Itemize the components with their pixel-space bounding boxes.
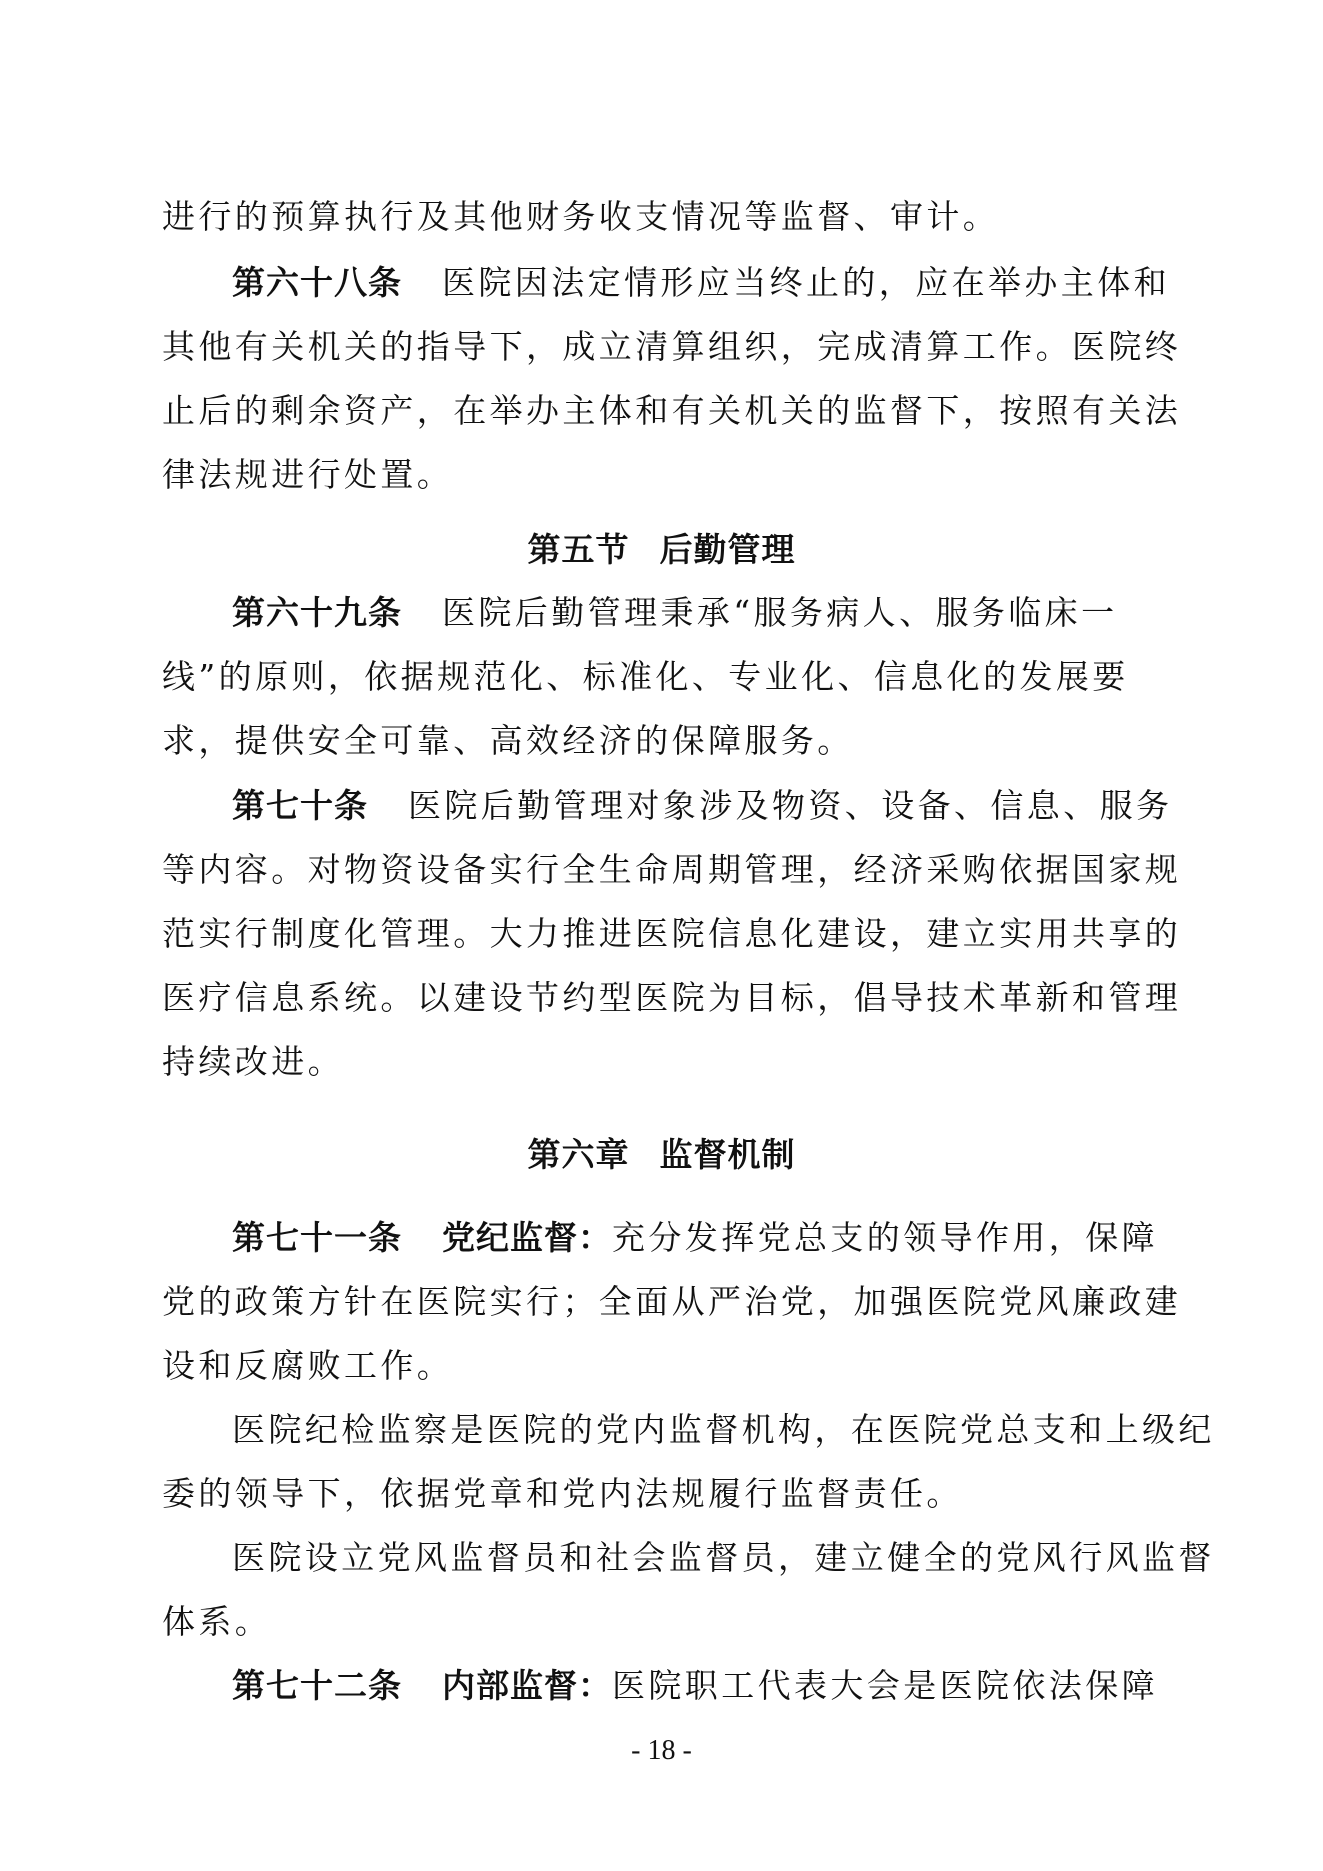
article-text: 医院后勤管理秉承“服务病人、服务临床一 (442, 593, 1118, 632)
article-sublabel: 党纪监督： (442, 1218, 612, 1257)
article-sublabel: 内部监督： (442, 1666, 612, 1705)
article-69-first-line (232, 593, 1232, 633)
paragraph-line: 线”的原则，依据规范化、标准化、专业化、信息化的发展要 (162, 657, 1129, 696)
paragraph-line: 其他有关机关的指导下，成立清算组织，完成清算工作。医院终 (162, 327, 1182, 366)
article-72-first-line (232, 1666, 1232, 1706)
chapter-heading: 第六章 监督机制 (527, 1135, 796, 1174)
article-label: 第六十九条 (232, 593, 402, 632)
paragraph-line: 体系。 (162, 1602, 272, 1641)
section-heading: 第五节 后勤管理 (527, 530, 796, 569)
page-number: - 18 - (631, 1735, 692, 1766)
article-label: 第六十八条 (232, 263, 402, 302)
paragraph-line: 委的领导下，依据党章和党内法规履行监督责任。 (162, 1474, 963, 1513)
paragraph-line: 医疗信息系统。以建设节约型医院为目标，倡导技术革新和管理 (162, 978, 1182, 1017)
paragraph-line: 党的政策方针在医院实行；全面从严治党，加强医院党风廉政建 (162, 1282, 1182, 1321)
paragraph-line: 进行的预算执行及其他财务收支情况等监督、审计。 (162, 197, 1000, 236)
article-text: 医院职工代表大会是医院依法保障 (612, 1666, 1158, 1705)
paragraph-line: 止后的剩余资产，在举办主体和有关机关的监督下，按照有关法 (162, 391, 1182, 430)
paragraph-line: 范实行制度化管理。大力推进医院信息化建设，建立实用共享的 (162, 914, 1182, 953)
paragraph-line: 求，提供安全可靠、高效经济的保障服务。 (162, 721, 854, 760)
paragraph-line: 医院设立党风监督员和社会监督员，建立健全的党风行风监督 (232, 1538, 1215, 1577)
article-70-first-line (232, 786, 1232, 826)
article-label: 第七十二条 (232, 1666, 402, 1705)
paragraph-line: 医院纪检监察是医院的党内监督机构，在医院党总支和上级纪 (232, 1410, 1215, 1449)
paragraph-line: 等内容。对物资设备实行全生命周期管理，经济采购依据国家规 (162, 850, 1182, 889)
article-text: 充分发挥党总支的领导作用，保障 (612, 1218, 1158, 1257)
article-68-first-line (232, 263, 1232, 303)
article-label: 第七十一条 (232, 1218, 402, 1257)
paragraph-line: 设和反腐败工作。 (162, 1346, 454, 1385)
article-label: 第七十条 (232, 786, 368, 825)
paragraph-line: 持续改进。 (162, 1042, 344, 1081)
article-71-first-line (232, 1218, 1232, 1258)
article-text: 医院因法定情形应当终止的，应在举办主体和 (442, 263, 1170, 302)
paragraph-line: 律法规进行处置。 (162, 455, 454, 494)
article-text: 医院后勤管理对象涉及物资、设备、信息、服务 (408, 786, 1173, 825)
